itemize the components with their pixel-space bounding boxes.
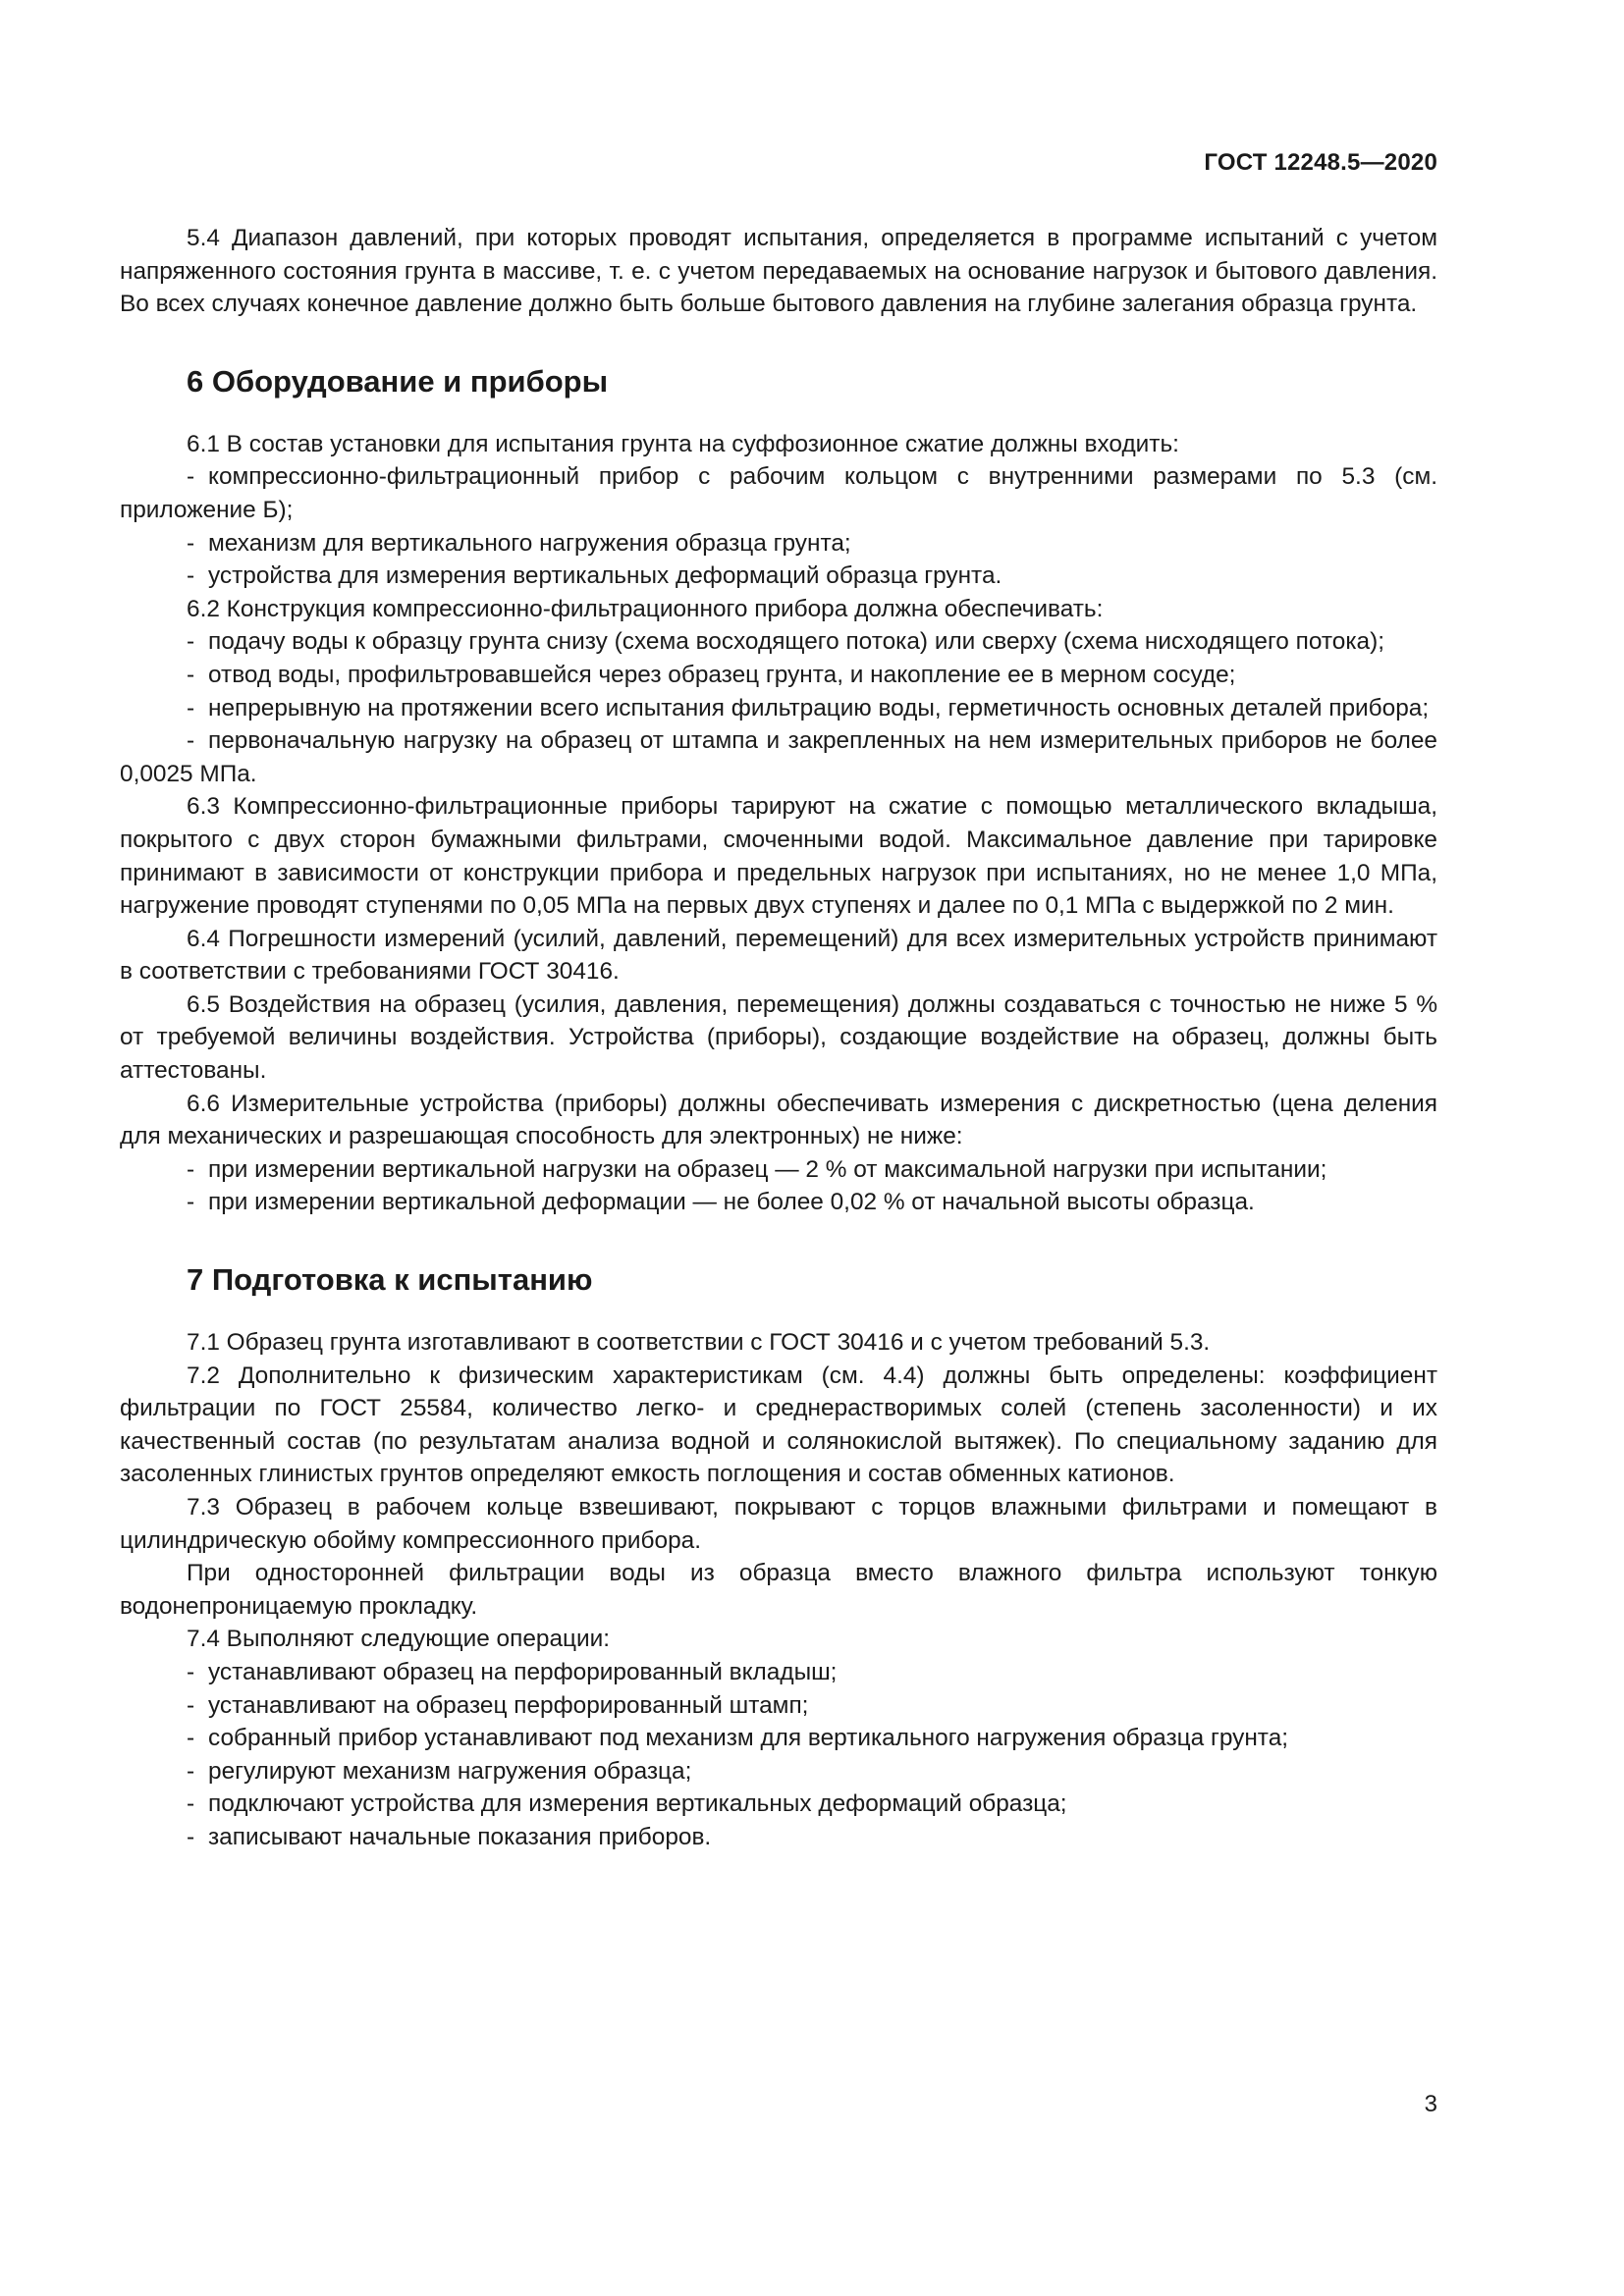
list-item-text: устройства для измерения вертикальных деформаций образца грунта. (208, 562, 1002, 590)
list-dash: - (187, 562, 195, 590)
list-dash: - (187, 694, 195, 721)
paragraph-5-4: 5.4 Диапазон давлений, при которых проводят испытания, определяется в программе испытаний с учетом напряженного состояния грунта в массиве, т. е. с учетом передаваемых на основание нагрузок и бытового давления. Во всех случаях конечное давление должно быть больше бытового давления на глубине залегания образца грунта. (120, 225, 1437, 318)
paragraph-7-4: 7.4 Выполняют следующие операции: (187, 1626, 611, 1653)
list-dash: - (187, 1189, 195, 1216)
list-item-7-4-f (120, 1821, 1437, 1854)
list-item-text: подключают устройства для измерения вертикальных деформаций образца; (208, 1790, 1067, 1818)
page-content (120, 222, 1437, 1854)
list-item-text: устанавливают образец на перфорированный вкладыш; (208, 1658, 838, 1685)
list-item-6-1-a (120, 460, 1437, 526)
list-dash: - (187, 529, 195, 557)
list-item-text: механизм для вертикального нагружения образца грунта; (208, 529, 851, 557)
section-6-heading: 6 Оборудование и приборы (187, 363, 609, 399)
list-dash: - (187, 463, 195, 491)
paragraph-7-3-extra: При односторонней фильтрации воды из образца вместо влажного фильтра используют тонкую водонепроницаемую прокладку. (120, 1560, 1437, 1620)
list-item-text: регулируют механизм нагружения образца; (208, 1757, 692, 1785)
list-dash: - (187, 1757, 195, 1785)
document-code-header: ГОСТ 12248.5—2020 (1204, 149, 1437, 176)
list-dash: - (187, 1823, 195, 1850)
list-dash: - (187, 1658, 195, 1685)
paragraph-7-1: 7.1 Образец грунта изготавливают в соответствии с ГОСТ 30416 и с учетом требований 5.3. (187, 1329, 1211, 1357)
list-item-6-6-a (120, 1153, 1437, 1187)
list-dash: - (187, 1790, 195, 1818)
paragraph-7-3: 7.3 Образец в рабочем кольце взвешивают, покрывают с торцов влажными фильтрами и помещают в цилиндрическую обойму компрессионного прибора. (120, 1494, 1437, 1554)
paragraph-6-5: 6.5 Воздействия на образец (усилия, давления, перемещения) должны создаваться с точностью не ниже 5 % от требуемой величины воздействия. Устройства (приборы), создающие воздействие на образец, должны быть аттестованы. (120, 990, 1437, 1085)
list-dash: - (187, 628, 195, 656)
list-item-6-1-b (120, 527, 1437, 561)
list-item-7-4-b (120, 1689, 1437, 1723)
list-item-7-4-e (120, 1788, 1437, 1821)
list-item-text: непрерывную на протяжении всего испытания фильтрацию воды, герметичность основных деталей прибора; (208, 694, 1430, 721)
paragraph-6-4: 6.4 Погрешности измерений (усилий, давлений, перемещений) для всех измерительных устройств принимают в соответствии с требованиями ГОСТ 30416. (120, 925, 1437, 986)
list-dash: - (187, 727, 195, 755)
list-item-text: собранный прибор устанавливают под механизм для вертикального нагружения образца грунта; (208, 1725, 1289, 1752)
list-item-6-2-a (120, 625, 1437, 659)
list-item-text: при измерении вертикальной деформации — не более 0,02 % от начальной высоты образца. (208, 1189, 1255, 1216)
list-item-text: при измерении вертикальной нагрузки на образец — 2 % от максимальной нагрузки при испытании; (208, 1155, 1327, 1183)
list-item-6-2-d (120, 724, 1437, 790)
list-dash: - (187, 1691, 195, 1719)
paragraph-6-1: 6.1 В состав установки для испытания грунта на суффозионное сжатие должны входить: (187, 430, 1179, 457)
list-item-text: подачу воды к образцу грунта снизу (схема восходящего потока) или сверху (схема нисходящего потока); (208, 628, 1385, 656)
list-item-6-6-b (120, 1186, 1437, 1219)
page-number: 3 (1424, 2091, 1437, 2117)
list-item-text: первоначальную нагрузку на образец от штампа и закрепленных на нем измерительных приборов не более 0,0025 МПа. (120, 727, 1437, 787)
paragraph-6-2: 6.2 Конструкция компрессионно-фильтрационного прибора должна обеспечивать: (187, 595, 1104, 622)
list-item-6-2-c (120, 692, 1437, 725)
list-item-7-4-d (120, 1755, 1437, 1789)
list-item-6-2-b (120, 659, 1437, 692)
list-item-text: устанавливают на образец перфорированный штамп; (208, 1691, 809, 1719)
paragraph-6-3: 6.3 Компрессионно-фильтрационные приборы тарируют на сжатие с помощью металлического вкладыша, покрытого с двух сторон бумажными фильтрами, смоченными водой. Максимальное давление при тарировке принимают в зависимости от конструкции прибора и предельных нагрузок при испытаниях, но не менее 1,0 МПа, нагружение проводят ступенями по 0,05 МПа на первых двух ступенях и далее по 0,1 МПа с выдержкой по 2 мин. (120, 793, 1437, 920)
list-item-7-4-c (120, 1722, 1437, 1755)
list-item-text: компрессионно-фильтрационный прибор с рабочим кольцом с внутренними размерами по 5.3 (см. приложение Б); (120, 463, 1437, 523)
paragraph-6-6: 6.6 Измерительные устройства (приборы) должны обеспечивать измерения с дискретностью (цена деления для механических и разрешающая способность для электронных) не ниже: (120, 1090, 1437, 1150)
list-dash: - (187, 1725, 195, 1752)
list-item-6-1-c (120, 560, 1437, 593)
list-dash: - (187, 661, 195, 688)
list-item-text: отвод воды, профильтровавшейся через образец грунта, и накопление ее в мерном сосуде; (208, 661, 1236, 688)
list-dash: - (187, 1155, 195, 1183)
section-7-heading: 7 Подготовка к испытанию (187, 1262, 593, 1298)
paragraph-7-2: 7.2 Дополнительно к физическим характеристикам (см. 4.4) должны быть определены: коэффициент фильтрации по ГОСТ 25584, количество легко- и среднерастворимых солей (степень засоленности) и их качественный состав (по результатам анализа водной и солянокислой вытяжек). По специальному заданию для засоленных глинистых грунтов определяют емкость поглощения и состав обменных катионов. (120, 1362, 1437, 1488)
list-item-text: записывают начальные показания приборов. (208, 1823, 712, 1850)
list-item-7-4-a (120, 1656, 1437, 1689)
